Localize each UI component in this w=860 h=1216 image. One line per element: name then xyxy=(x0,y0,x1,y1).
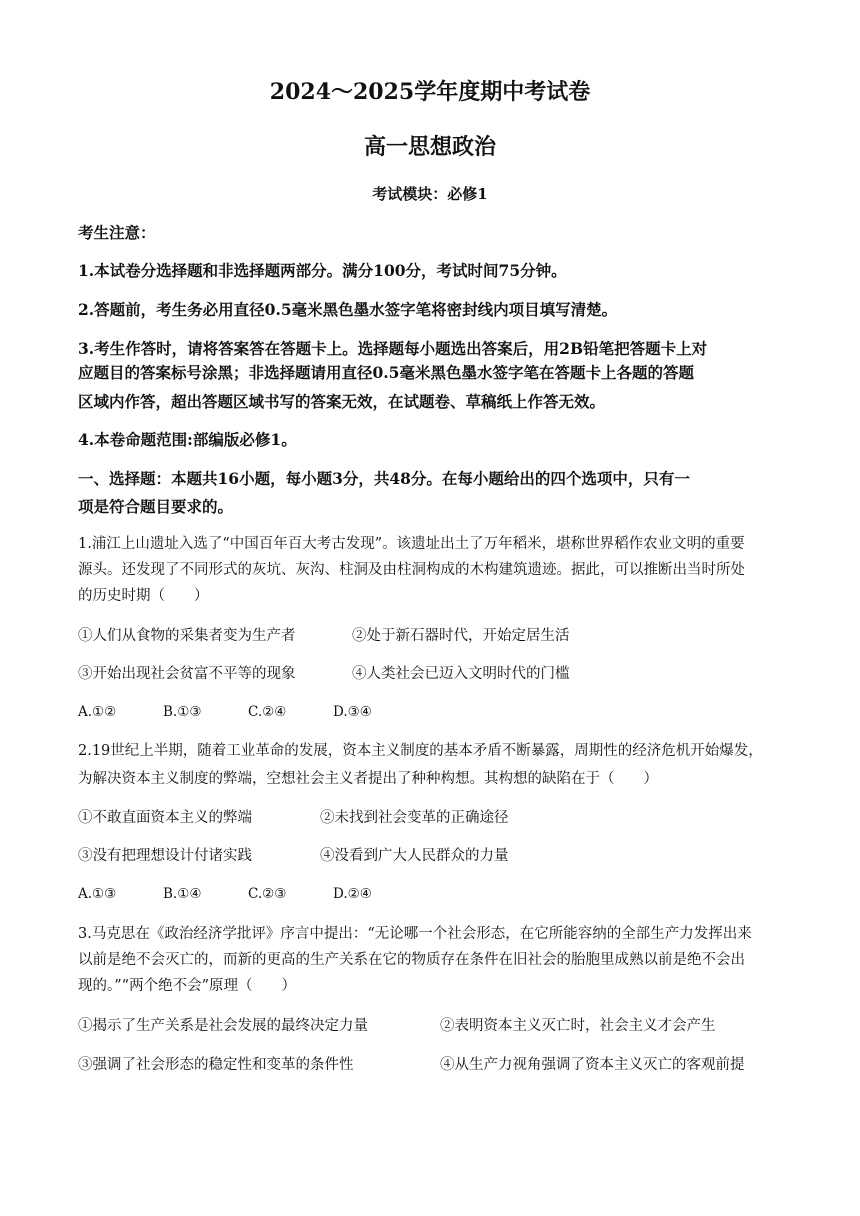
q3-option-4: ④从生产力视角强调了资本主义灭亡的客观前提 xyxy=(440,1057,745,1073)
notice-item-3-line-2: 应题目的答案标号涂黑；非选择题请用直径0.5毫米黑色墨水签字笔在答题卡上各题的答题 xyxy=(78,363,694,382)
notice-item-1: 1.本试卷分选择题和非选择题两部分。满分100分，考试时间75分钟。 xyxy=(78,261,567,280)
q2-option-3: ③没有把理想设计付诸实践 xyxy=(78,848,252,864)
q1-choice-c: C.②④ xyxy=(248,704,287,720)
q1-option-1: ①人们从食物的采集者变为生产者 xyxy=(78,628,296,644)
q3-option-2: ②表明资本主义灭亡时，社会主义才会产生 xyxy=(440,1018,716,1034)
q1-stem-line-2: 源头。还发现了不同形式的灰坑、灰沟、柱洞及由柱洞构成的木构建筑遗迹。据此，可以推断出当时所处 xyxy=(78,562,745,578)
module-label: 考试模块：必修1 xyxy=(372,185,488,203)
q3-stem-line-2: 以前是绝不会灭亡的，而新的更高的生产关系在它的物质存在条件在旧社会的胎胞里成熟以前是绝不会出 xyxy=(78,952,745,968)
q2-choice-a: A.①③ xyxy=(78,886,117,902)
section-heading-line-1: 一、选择题：本题共16小题，每小题3分，共48分。在每小题给出的四个选项中，只有一 xyxy=(78,469,690,488)
section-heading-line-2: 项是符合题目要求的。 xyxy=(78,497,234,516)
q1-choices xyxy=(78,704,418,720)
q1-choice-a: A.①② xyxy=(78,704,117,720)
q2-option-2: ②未找到社会变革的正确途径 xyxy=(320,810,509,826)
exam-title: 2024～2025学年度期中考试卷 xyxy=(269,79,591,105)
q1-stem-line-1: 1.浦江上山遗址入选了“中国百年百大考古发现”。该遗址出土了万年稻米，堪称世界稻作农业文明的重要 xyxy=(78,536,745,552)
q1-option-2: ②处于新石器时代，开始定居生活 xyxy=(352,628,570,644)
q1-option-4: ④人类社会已迈入文明时代的门槛 xyxy=(352,666,570,682)
q2-option-1: ①不敢直面资本主义的弊端 xyxy=(78,810,252,826)
q2-stem-line-1: 2.19世纪上半期，随着工业革命的发展，资本主义制度的基本矛盾不断暴露，周期性的经济危机开始爆发， xyxy=(78,743,763,759)
q2-stem-line-2: 为解决资本主义制度的弊端，空想社会主义者提出了种种构想。其构想的缺陷在于（ ） xyxy=(78,771,658,787)
q2-choice-c: C.②③ xyxy=(248,886,287,902)
subject-title: 高一思想政治 xyxy=(363,134,496,160)
notice-item-3-line-1: 3.考生作答时，请将答案答在答题卡上。选择题每小题选出答案后，用2B铅笔把答题卡上对 xyxy=(78,339,708,358)
q3-stem-line-3: 现的。”“两个绝不会”原理（ ） xyxy=(78,978,296,994)
q3-option-3: ③强调了社会形态的稳定性和变革的条件性 xyxy=(78,1057,354,1073)
q1-stem-line-3: 的历史时期（ ） xyxy=(78,588,209,604)
q2-choices xyxy=(78,886,418,902)
notice-heading: 考生注意： xyxy=(78,223,156,242)
q3-option-1: ①揭示了生产关系是社会发展的最终决定力量 xyxy=(78,1018,368,1034)
q1-choice-d: D.③④ xyxy=(333,704,372,720)
notice-item-4: 4.本卷命题范围:部编版必修1。 xyxy=(78,430,297,449)
q1-choice-b: B.①③ xyxy=(163,704,202,720)
q2-choice-d: D.②④ xyxy=(333,886,372,902)
q2-option-4: ④没看到广大人民群众的力量 xyxy=(320,848,509,864)
notice-item-2: 2.答题前，考生务必用直径0.5毫米黑色墨水签字笔将密封线内项目填写清楚。 xyxy=(78,300,618,319)
q2-choice-b: B.①④ xyxy=(163,886,202,902)
q1-option-3: ③开始出现社会贫富不平等的现象 xyxy=(78,666,296,682)
notice-item-3-line-3: 区域内作答，超出答题区域书写的答案无效，在试题卷、草稿纸上作答无效。 xyxy=(78,392,606,411)
q3-stem-line-1: 3.马克思在《政治经济学批评》序言中提出：“无论哪一个社会形态，在它所能容纳的全部生产力发挥出来 xyxy=(78,926,752,942)
